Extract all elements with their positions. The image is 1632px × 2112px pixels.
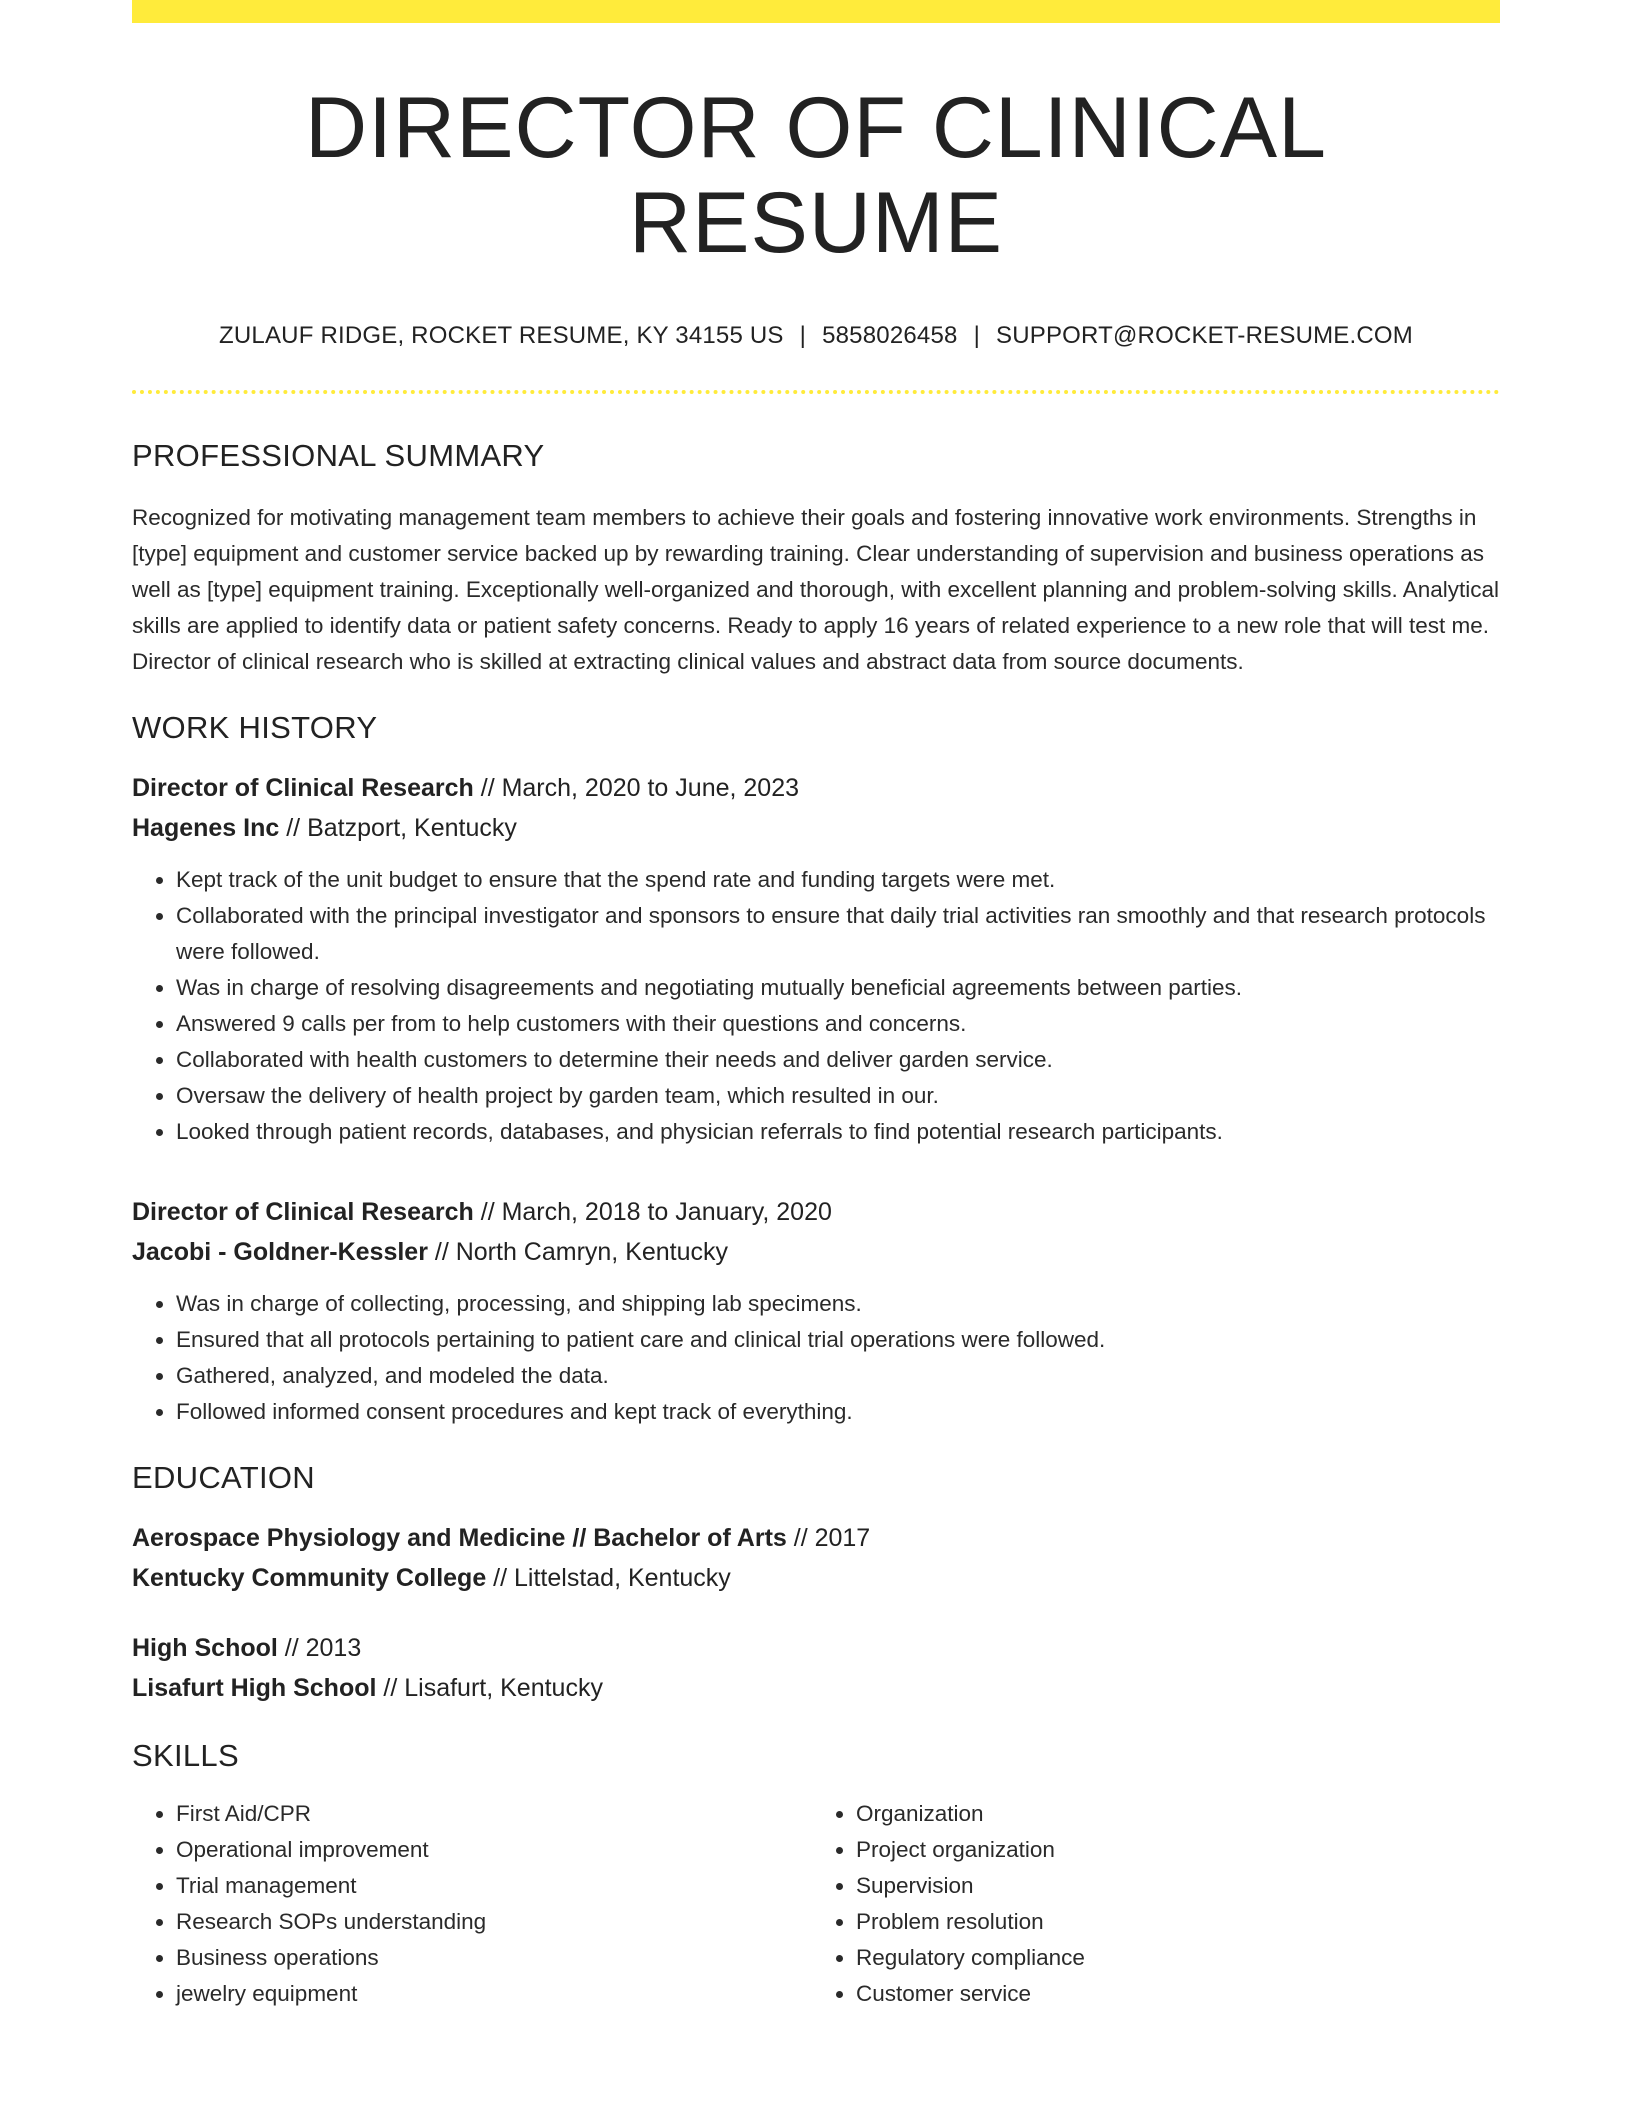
job-company: Jacobi - Goldner-Kessler [132, 1238, 428, 1267]
job-bullet: • Was in charge of collecting, processing, and shipping lab specimens. [176, 1286, 1500, 1322]
contact-separator: | [973, 322, 980, 350]
skills-heading: SKILLS [132, 1738, 239, 1774]
education-school: Kentucky Community College [132, 1564, 487, 1593]
education-year: // 2013 [277, 1634, 362, 1663]
skill-item: • Project organization [856, 1832, 1486, 1868]
skill-item: • Research SOPs understanding [176, 1904, 806, 1940]
skill-item: • Customer service [856, 1976, 1486, 2012]
job-title-line [132, 768, 1500, 808]
contact-separator: | [799, 322, 807, 350]
summary-text: Recognized for motivating management team members to achieve their goals and fostering innovative work environments. Strengths in [type] equipment and customer service backed up by rewarding training. Clear understanding of supervision and business operations as well as [type] equipment training. Exceptionally well-organized and thorough, with excellent planning and problem-solving skills. Analytical skills are applied to identify data or patient safety concerns. Ready to apply 16 years of related experience to a new role that will test me. Director of clinical research who is skilled at extracting clinical values and abstract data from source documents. [132, 505, 1500, 675]
job-bullet: • Was in charge of resolving disagreements and negotiating mutually beneficial agreements between parties. [176, 970, 1500, 1006]
job-dates: // March, 2020 to June, 2023 [473, 774, 800, 803]
education-location: // Littelstad, Kentucky [486, 1564, 731, 1593]
education-school: Lisafurt High School [132, 1674, 377, 1703]
job-bullet: • Collaborated with health customers to determine their needs and deliver garden service. [176, 1042, 1500, 1078]
skill-item: • First Aid/CPR [176, 1796, 806, 1832]
job-bullet: • Kept track of the unit budget to ensure that the spend rate and funding targets were met. [176, 862, 1500, 898]
education-location: // Lisafurt, Kentucky [376, 1674, 603, 1703]
job-bullet: • Answered 9 calls per from to help customers with their questions and concerns. [176, 1006, 1500, 1042]
summary-heading: PROFESSIONAL SUMMARY [132, 438, 545, 474]
job-bullets [132, 1286, 1500, 1430]
education-heading: EDUCATION [132, 1460, 315, 1496]
skill-item: • jewelry equipment [176, 1976, 806, 2012]
skills-list-left [132, 1796, 806, 2012]
contact-line [132, 322, 1500, 350]
job-title: Director of Clinical Research [132, 774, 474, 803]
skill-item: • Supervision [856, 1868, 1486, 1904]
skill-item: • Regulatory compliance [856, 1940, 1486, 1976]
education-year: // 2017 [786, 1524, 871, 1553]
skills-columns [132, 1796, 1500, 2012]
contact-phone: 5858026458 [822, 322, 958, 350]
job-bullet: • Ensured that all protocols pertaining to patient care and clinical trial operations were followed. [176, 1322, 1500, 1358]
education-school-line [132, 1668, 1500, 1708]
skill-item: • Problem resolution [856, 1904, 1486, 1940]
education-entry [132, 1628, 1500, 1708]
job-bullet: • Gathered, analyzed, and modeled the data. [176, 1358, 1500, 1394]
contact-address: ZULAUF RIDGE, ROCKET RESUME, KY 34155 US [219, 322, 784, 350]
education-entry [132, 1518, 1500, 1598]
job-dates: // March, 2018 to January, 2020 [473, 1198, 832, 1227]
resume-title: DIRECTOR OF CLINICAL RESUME [305, 80, 1327, 271]
job-company: Hagenes Inc [132, 814, 280, 843]
education-degree-line [132, 1518, 1500, 1558]
job-company-line [132, 1232, 1500, 1272]
education-degree: High School [132, 1634, 278, 1663]
job-company-line [132, 808, 1500, 848]
accent-top-bar [132, 0, 1500, 23]
job-bullet: • Oversaw the delivery of health project by garden team, which resulted in our. [176, 1078, 1500, 1114]
job-bullet: • Collaborated with the principal investigator and sponsors to ensure that daily trial activities ran smoothly and that research protocols were followed. [176, 898, 1500, 970]
education-school-line [132, 1558, 1500, 1598]
job-title: Director of Clinical Research [132, 1198, 474, 1227]
dotted-divider [132, 390, 1500, 394]
job-bullet: • Looked through patient records, databases, and physician referrals to find potential research participants. [176, 1114, 1500, 1150]
education-degree: Aerospace Physiology and Medicine // Bachelor of Arts [132, 1524, 787, 1553]
contact-email: SUPPORT@ROCKET-RESUME.COM [996, 322, 1413, 350]
skill-item: • Business operations [176, 1940, 806, 1976]
job-entry [132, 1192, 1500, 1430]
job-title-line [132, 1192, 1500, 1232]
work-history-heading: WORK HISTORY [132, 710, 378, 746]
job-bullets [132, 862, 1500, 1150]
skills-list-right [806, 1796, 1486, 2012]
skill-item: • Operational improvement [176, 1832, 806, 1868]
job-location: // Batzport, Kentucky [279, 814, 517, 843]
skill-item: • Organization [856, 1796, 1486, 1832]
job-bullet: • Followed informed consent procedures and kept track of everything. [176, 1394, 1500, 1430]
job-location: // North Camryn, Kentucky [427, 1238, 729, 1267]
skill-item: • Trial management [176, 1868, 806, 1904]
resume-page [132, 0, 1500, 2012]
job-entry [132, 768, 1500, 1150]
education-degree-line [132, 1628, 1500, 1668]
